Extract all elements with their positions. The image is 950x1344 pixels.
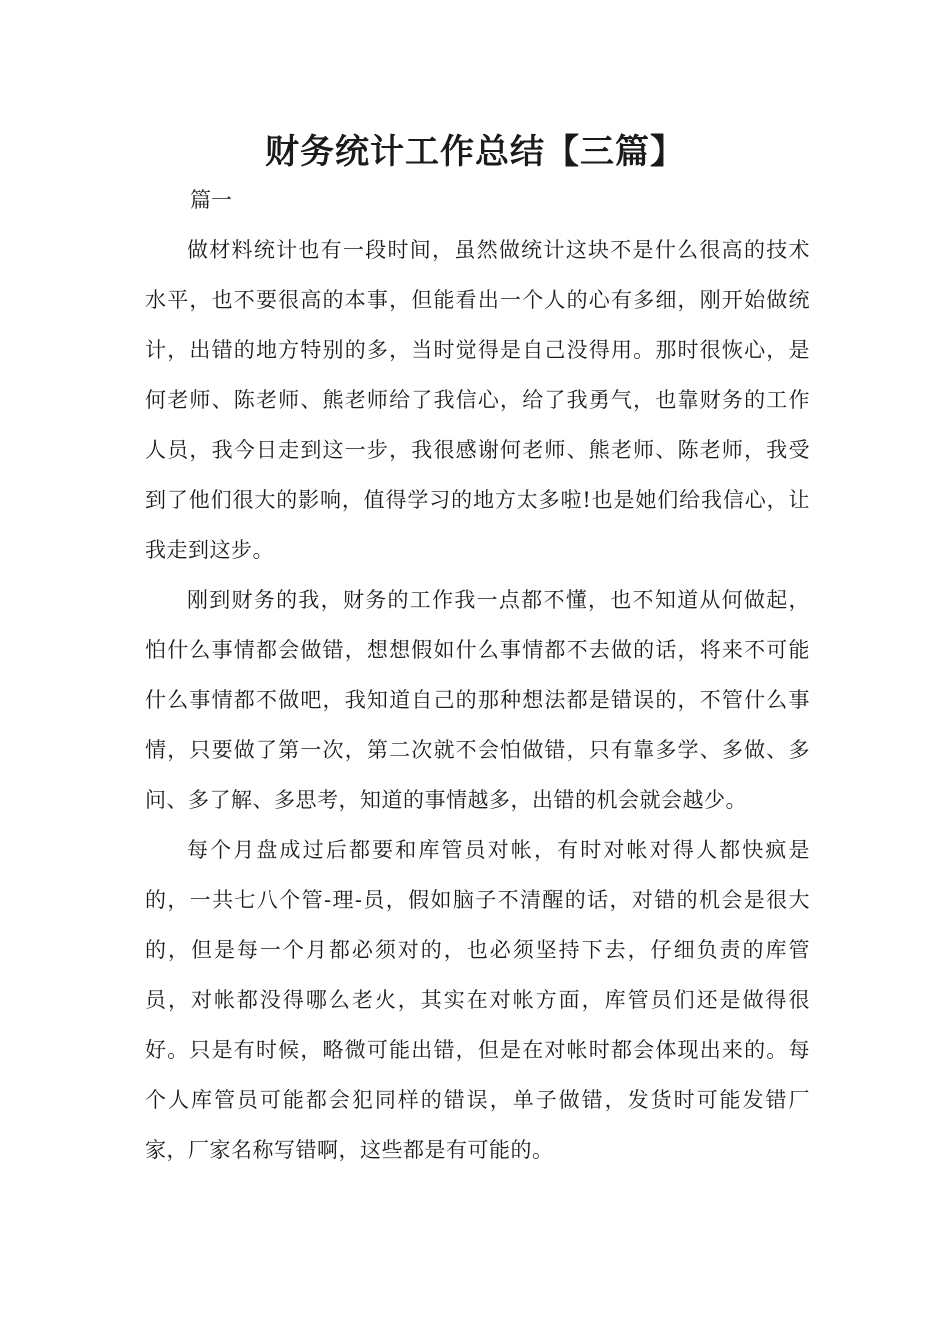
body-text	[145, 225, 810, 1175]
document-title: 财务统计工作总结【三篇】	[265, 132, 685, 172]
section-label: 篇一	[190, 188, 232, 212]
paragraph-1: 做材料统计也有一段时间，虽然做统计这块不是什么很高的技术水平，也不要很高的本事，但能看出一个人的心有多细，刚开始做统计，出错的地方特别的多，当时觉得是自己没得用。那时很恢心，是何老师、陈老师、熊老师给了我信心，给了我勇气，也靠财务的工作人员，我今日走到这一步，我很感谢何老师、熊老师、陈老师，我受到了他们很大的影响，值得学习的地方太多啦!也是她们给我信心，让我走到这步。	[145, 238, 810, 562]
paragraph-3: 每个月盘成过后都要和库管员对帐，有时对帐对得人都快疯是的，一共七八个管-理-员，假如脑子不清醒的话，对错的机会是很大的，但是每一个月都必须对的，也必须坚持下去，仔细负责的库管员，对帐都没得哪么老火，其实在对帐方面，库管员们还是做得很好。只是有时候，略微可能出错，但是在对帐时都会体现出来的。每个人库管员可能都会犯同样的错误，单子做错，发货时可能发错厂家，厂家名称写错啊，这些都是有可能的。	[145, 838, 810, 1162]
paragraph-2: 刚到财务的我，财务的工作我一点都不懂，也不知道从何做起，怕什么事情都会做错，想想假如什么事情都不去做的话，将来不可能什么事情都不做吧，我知道自己的那种想法都是错误的，不管什么事情，只要做了第一次，第二次就不会怕做错，只有靠多学、多做、多问、多了解、多思考，知道的事情越多，出错的机会就会越少。	[145, 588, 810, 812]
